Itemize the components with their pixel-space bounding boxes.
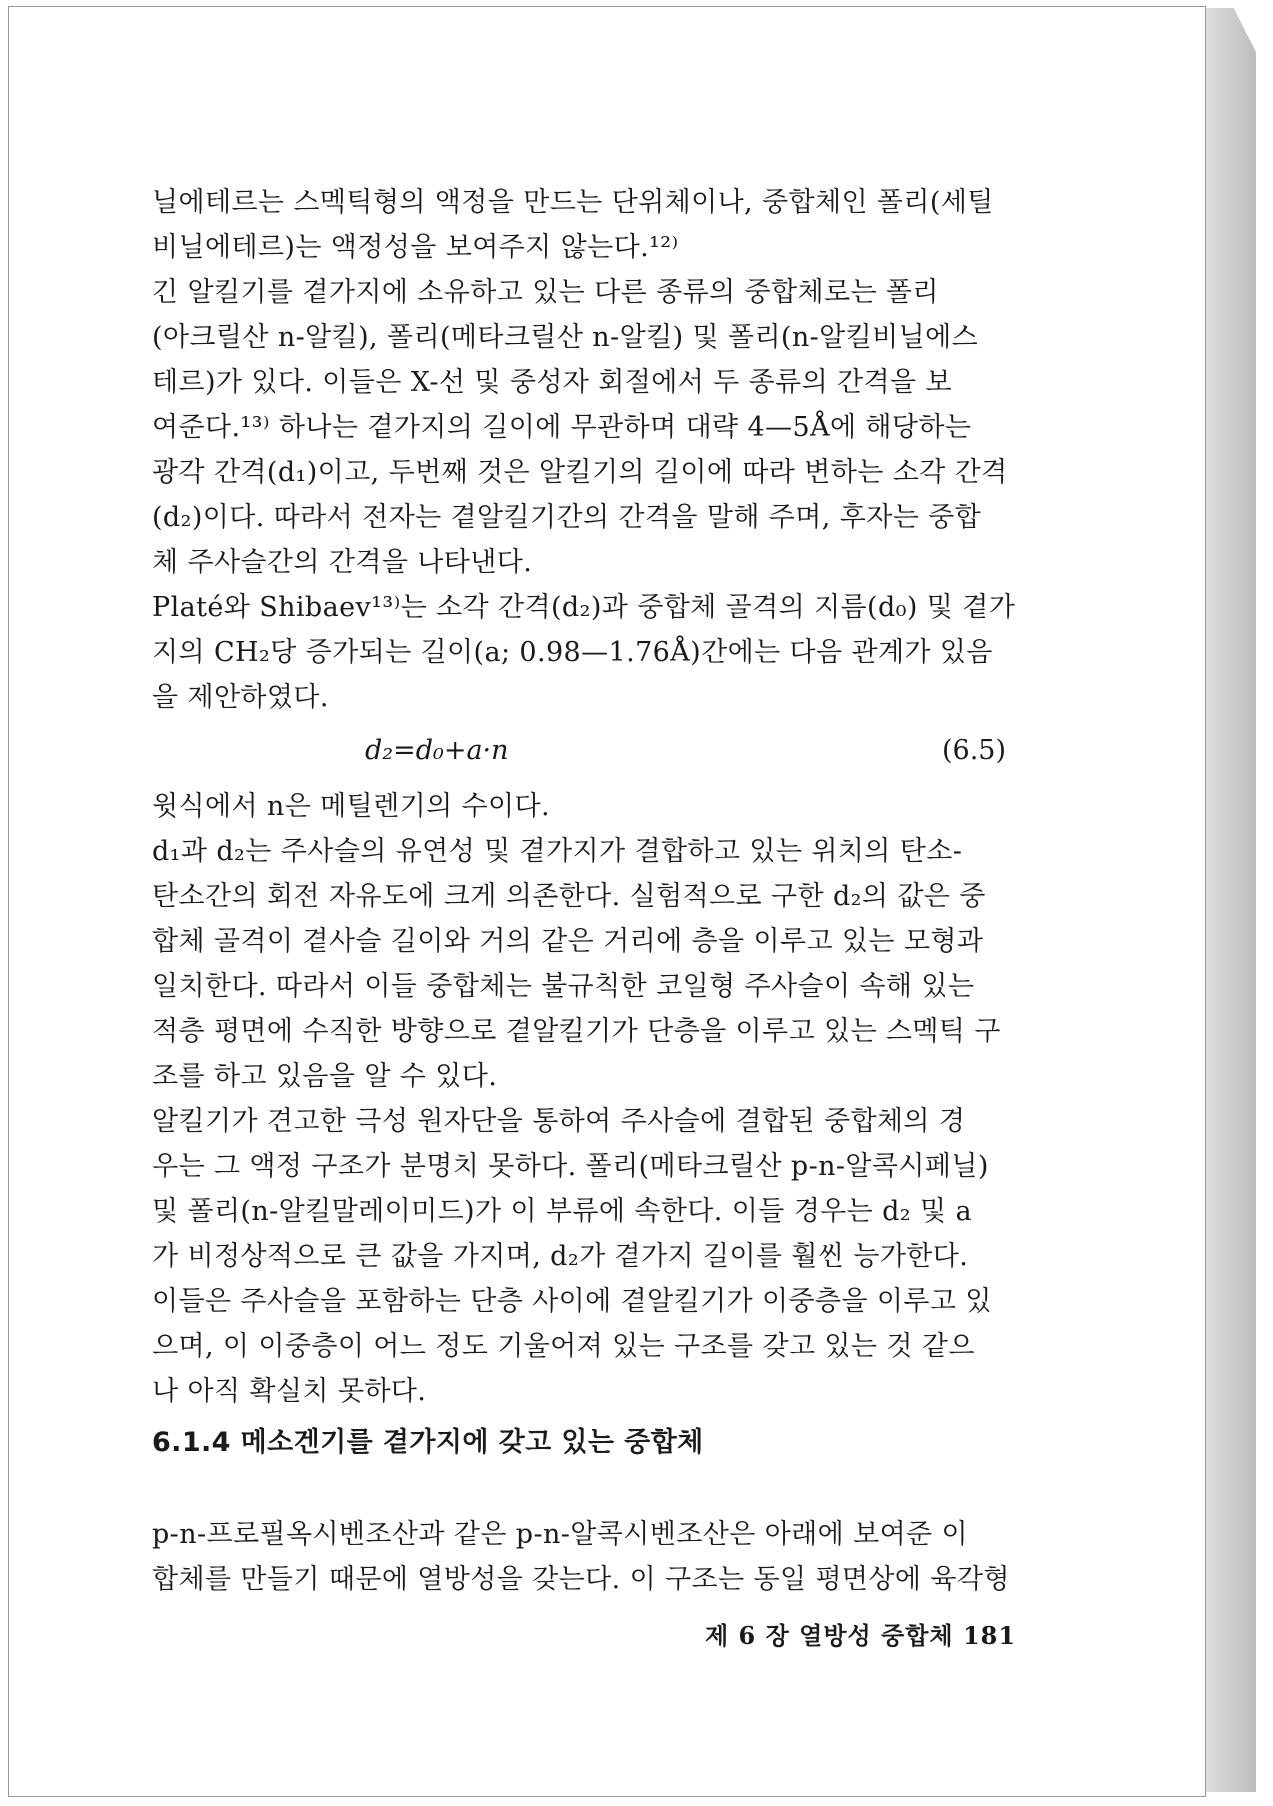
text-line: 합체를 만들기 때문에 열방성을 갖는다. 이 구조는 동일 평면상에 육각형 [152,1564,1010,1595]
text-line: 조를 하고 있음을 알 수 있다. [152,1061,498,1092]
text-line: 닐에테르는 스멕틱형의 액정을 만드는 단위체이나, 중합체인 폴리(세틸 [152,187,994,218]
text-line: 긴 알킬기를 곁가지에 소유하고 있는 다른 종류의 중합체로는 폴리 [152,277,939,308]
text-line: d₁과 d₂는 주사슬의 유연성 및 곁가지가 결합하고 있는 위치의 탄소- [152,836,963,867]
text-line: 으며, 이 이중층이 어느 정도 기울어져 있는 구조를 갖고 있는 것 같으 [152,1331,975,1362]
text-line: 테르)가 있다. 이들은 X-선 및 중성자 회절에서 두 종류의 간격을 보 [152,367,952,398]
section-heading: 6.1.4 메소겐기를 곁가지에 갖고 있는 중합체 [152,1427,704,1458]
text-line: 이들은 주사슬을 포함하는 단층 사이에 곁알킬기가 이중층을 이루고 있 [152,1286,992,1317]
text-line: 및 폴리(n-알킬말레이미드)가 이 부류에 속한다. 이들 경우는 d₂ 및 a [152,1196,972,1227]
text-line: 광각 간격(d₁)이고, 두번째 것은 알킬기의 길이에 따라 변하는 소각 간격 [152,457,1008,488]
text-line: 탄소간의 회전 자유도에 크게 의존한다. 실험적으로 구한 d₂의 값은 중 [152,881,986,912]
text-line: 알킬기가 견고한 극성 원자단을 통하여 주사슬에 결합된 중합체의 경 [152,1106,966,1137]
text-line: 우는 그 액정 구조가 분명치 못하다. 폴리(메타크릴산 p-n-알콕시페닐) [152,1151,989,1182]
text-line: 나 아직 확실치 못하다. [152,1376,427,1407]
text-line: 윗식에서 n은 메틸렌기의 수이다. [152,791,550,822]
equation: d₂=d₀+a·n [365,735,509,766]
text-line: (d₂)이다. 따라서 전자는 곁알킬기간의 간격을 말해 주며, 후자는 중합 [152,502,982,533]
text-line: 지의 CH₂당 증가되는 길이(a; 0.98—1.76Å)간에는 다음 관계가 있음 [152,637,993,668]
text-line: (아크릴산 n-알킬), 폴리(메타크릴산 n-알킬) 및 폴리(n-알킬비닐에스 [152,322,979,353]
text-line: p-n-프로필옥시벤조산과 같은 p-n-알콕시벤조산은 아래에 보여준 이 [152,1519,968,1550]
text-line: 체 주사슬간의 간격을 나타낸다. [152,547,533,578]
text-line: 가 비정상적으로 큰 값을 가지며, d₂가 곁가지 길이를 훨씬 능가한다. [152,1241,969,1272]
text-line: 을 제안하였다. [152,682,329,713]
text-line: 적층 평면에 수직한 방향으로 곁알킬기가 단층을 이루고 있는 스멕틱 구 [152,1016,1001,1047]
equation-number: (6.5) [942,735,1007,766]
page-edge-shadow [1200,8,1256,1792]
text-line: Platé와 Shibaev¹³⁾는 소각 간격(d₂)과 중합체 골격의 지름(d₀) 및 곁가 [152,592,1016,623]
text-line: 일치한다. 따라서 이들 중합체는 불규칙한 코일형 주사슬이 속해 있는 [152,971,975,1002]
text-line: 합체 골격이 곁사슬 길이와 거의 같은 거리에 층을 이루고 있는 모형과 [152,926,984,957]
text-line: 비닐에테르)는 액정성을 보여주지 않는다.¹²⁾ [152,232,679,263]
page-footer: 제 6 장 열방성 중합체 181 [705,1621,1017,1650]
text-line: 여준다.¹³⁾ 하나는 곁가지의 길이에 무관하며 대략 4—5Å에 해당하는 [152,412,972,443]
